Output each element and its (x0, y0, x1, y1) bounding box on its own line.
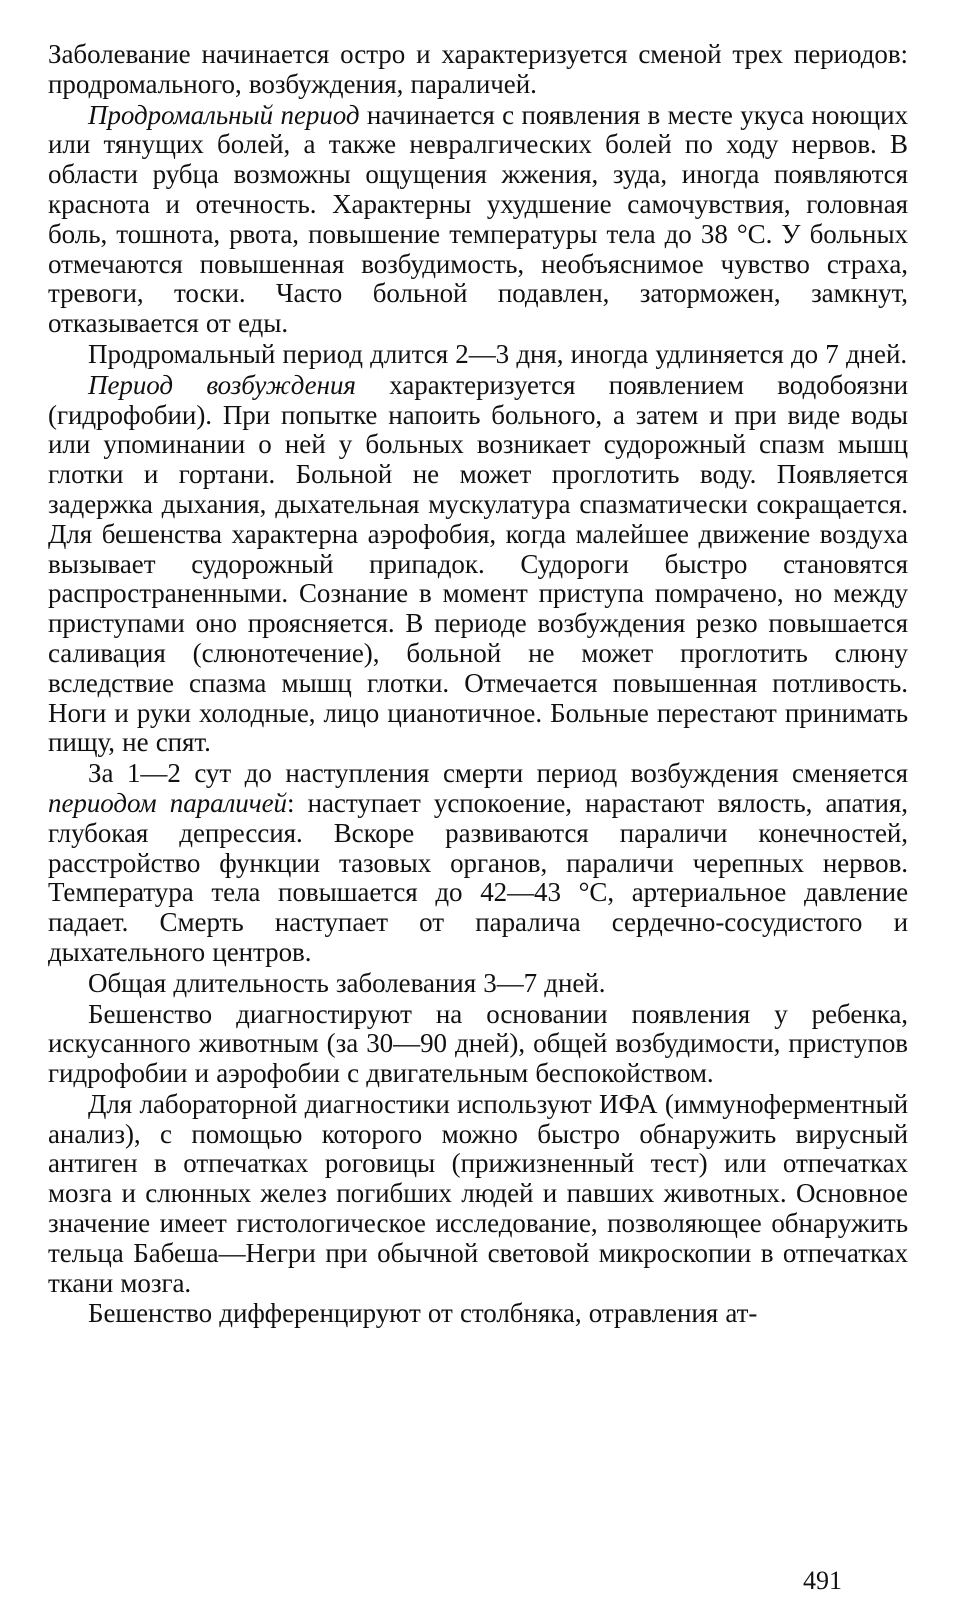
page-number: 491 (803, 1566, 842, 1595)
text-segment: начинается с появления в месте укуса ноющих или тянущих болей, а также невралгических болей по ходу нервов. В области рубца возможны ощущения жжения, зуда, иногда появляются краснота и отечность. Характерны ухудшение самочувствия, головная боль, тошнота, рвота, повышение температуры тела до 38 °С. У больных отмечаются повышенная возбудимость, необъяснимое чувство страха, тревоги, тоски. Часто больной подавлен, заторможен, замкнут, отказывается от еды. (48, 99, 908, 339)
paragraph (48, 759, 908, 968)
paragraph (48, 40, 908, 100)
italic-term: периодом параличей (48, 787, 287, 818)
body-text (48, 40, 908, 1329)
italic-term: Продромальный период (88, 99, 360, 130)
paragraph (48, 1299, 908, 1329)
paragraph (48, 371, 908, 758)
text-segment: Заболевание начинается остро и характеризуется сменой трех периодов: продромального, возбуждения, параличей. (48, 39, 908, 99)
paragraph (48, 340, 908, 370)
paragraph (48, 101, 908, 339)
text-segment: характеризуется появлением водобоязни (гидрофобии). При попытке напоить больного, а затем и при виде воды или упоминании о ней у больных возникает судорожный спазм мышц глотки и гортани. Больной не может проглотить воду. Появляется задержка дыхания, дыхательная мускулатура спазматически сокращается. Для бешенства характерна аэрофобия, когда малейшее движение воздуха вызывает судорожный припадок. Судороги быстро становятся распространенными. Сознание в момент приступа помрачено, но между приступами оно проясняется. В периоде возбуждения резко повышается саливация (слюнотечение), больной не может проглотить слюну вследствие спазма мышц глотки. Отмечается повышенная потливость. Ноги и руки холодные, лицо цианотичное. Больные перестают принимать пищу, не спят. (48, 369, 908, 758)
paragraph (48, 969, 908, 999)
italic-term: Период возбуждения (88, 369, 356, 400)
paragraph (48, 1000, 908, 1089)
text-segment: Для лабораторной диагностики используют ИФА (иммуноферментный анализ), с помощью которого можно быстро обнаружить вирусный антиген в отпечатках роговицы (прижизненный тест) или отпечатках мозга и слюнных желез погибших людей и павших животных. Основное значение имеет гистологическое исследование, позволяющее обнаружить тельца Бабеша—Негри при обычной световой микроскопии в отпечатках ткани мозга. (48, 1088, 908, 1298)
text-segment: Бешенство диагностируют на основании появления у ребенка, искусанного животным (за 30—90 дней), общей возбудимости, приступов гидрофобии и аэрофобии с двигательным беспокойством. (48, 998, 908, 1089)
document-page (48, 39, 908, 1595)
text-segment: Продромальный период длится 2—3 дня, иногда удлиняется до 7 дней. (88, 338, 908, 369)
text-segment: За 1—2 сут до наступления смерти период возбуждения сменяется (88, 758, 908, 789)
text-segment: Бешенство дифференцируют от столбняка, отравления ат- (88, 1298, 758, 1329)
text-segment: Общая длительность заболевания 3—7 дней. (88, 967, 606, 998)
text-segment: : наступает успокоение, нарастают вялость, апатия, глубокая депрессия. Вскоре развиваются параличи конечностей, расстройство функции тазовых органов, параличи черепных нервов. Температура тела повышается до 42—43 °С, артериальное давление падает. Смерть наступает от паралича сердечно-сосудистого и дыхательного центров. (48, 787, 908, 967)
paragraph (48, 1090, 908, 1299)
